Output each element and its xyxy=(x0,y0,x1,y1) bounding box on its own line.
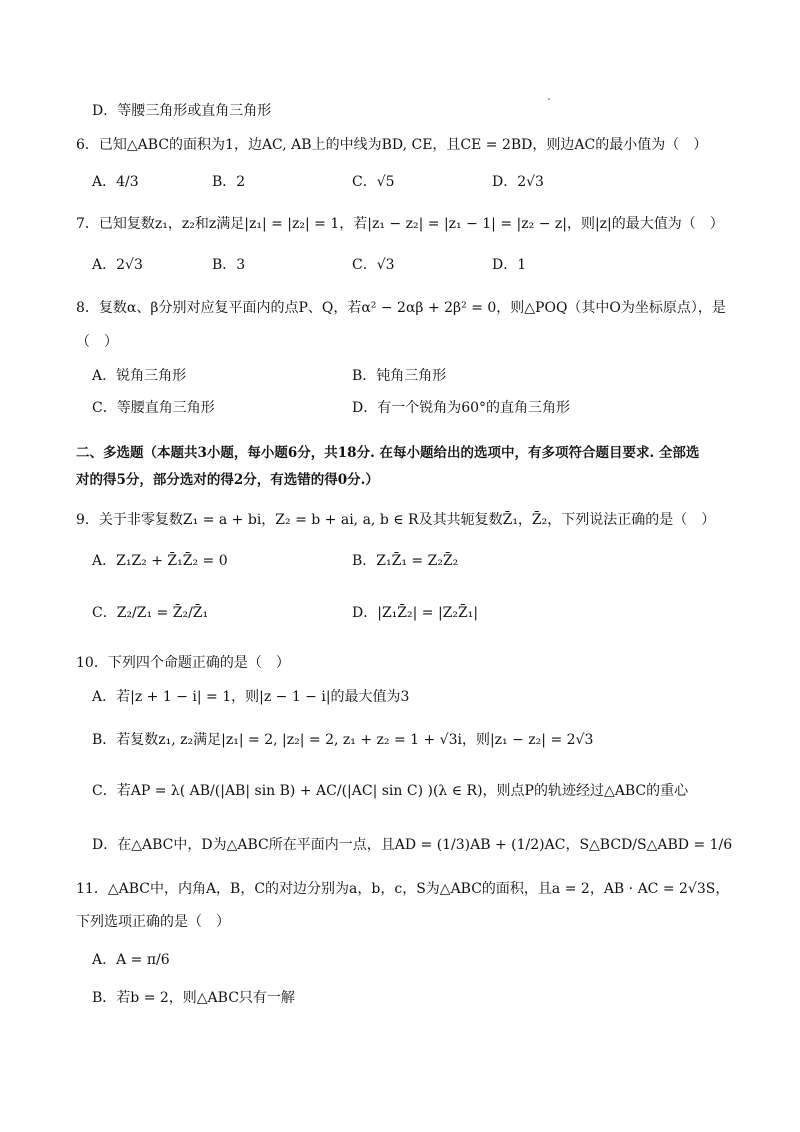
q11-option-b: B．若b = 2，则△ABC只有一解 xyxy=(92,990,295,1006)
q6-option-b: B．2 xyxy=(212,174,246,190)
q9-option-c: C．Z₂/Z₁ = Z̄₂/Z̄₁ xyxy=(92,605,209,621)
q9-option-a: A．Z₁Z₂ + Z̄₁Z̄₂ = 0 xyxy=(92,553,228,569)
section-2-heading-cont: 对的得5分，部分选对的得2分，有选错的得0分.） xyxy=(76,472,379,488)
question-11-cont: 下列选项正确的是（ ） xyxy=(76,914,230,930)
q6-option-a: A．4/3 xyxy=(92,174,139,190)
section-2-heading: 二、多选题（本题共3小题，每小题6分，共18分. 在每小题给出的选项中，有多项符合题目要求. 全部选 xyxy=(76,445,700,461)
q8-option-a: A．锐角三角形 xyxy=(92,368,187,384)
q8-option-b: B．钝角三角形 xyxy=(352,368,447,384)
q9-option-b: B．Z₁Z̄₁ = Z₂Z̄₂ xyxy=(352,553,459,569)
q6-option-c: C．√5 xyxy=(352,174,395,190)
q5-option-d: D．等腰三角形或直角三角形 xyxy=(92,103,272,119)
q10-option-d: D．在△ABC中，D为△ABC所在平面内一点，且AD = (1/3)AB + (1/2)AC，S△BCD/S△ABD = 1/6 xyxy=(92,837,733,853)
q7-option-b: B．3 xyxy=(212,257,246,273)
q10-option-a: A．若|z + 1 − i| = 1，则|z − 1 − i|的最大值为3 xyxy=(92,689,410,705)
question-9: 9．关于非零复数Z₁ = a + bi，Z₂ = b + ai, a, b ∈ R及其共轭复数Z̄₁，Z̄₂，下列说法正确的是（ ） xyxy=(76,512,716,528)
q7-option-c: C．√3 xyxy=(352,257,395,273)
q8-option-d: D．有一个锐角为60°的直角三角形 xyxy=(352,400,571,416)
question-8: 8．复数α、β分别对应复平面内的点P、Q，若α² − 2αβ + 2β² = 0，则△POQ（其中O为坐标原点），是 xyxy=(76,300,726,316)
q9-option-d: D．|Z₁Z̄₂| = |Z₂Z̄₁| xyxy=(352,605,479,621)
question-6: 6．已知△ABC的面积为1，边AC, AB上的中线为BD, CE，且CE = 2BD，则边AC的最小值为（ ） xyxy=(76,137,708,153)
question-11: 11．△ABC中，内角A，B，C的对边分别为a，b，c，S为△ABC的面积，且a = 2，AB · AC = 2√3S， xyxy=(76,881,730,897)
question-8-paren: （ ） xyxy=(76,334,118,350)
q6-option-d: D．2√3 xyxy=(492,174,544,190)
q7-option-d: D．1 xyxy=(492,257,527,273)
question-7: 7．已知复数z₁，z₂和z满足|z₁| = |z₂| = 1，若|z₁ − z₂| = |z₁ − 1| = |z₂ − z|，则|z|的最大值为（ ） xyxy=(76,216,724,232)
q8-option-c: C．等腰直角三角形 xyxy=(92,400,215,416)
q10-option-c: C．若AP = λ( AB/(|AB| sin B) + AC/(|AC| sin C) )(λ ∈ R)，则点P的轨迹经过△ABC的重心 xyxy=(92,783,689,799)
scan-speck xyxy=(548,98,550,100)
question-10: 10．下列四个命题正确的是（ ） xyxy=(76,655,290,671)
q7-option-a: A．2√3 xyxy=(92,257,143,273)
q10-option-b: B．若复数z₁, z₂满足|z₁| = 2, |z₂| = 2, z₁ + z₂ = 1 + √3i，则|z₁ − z₂| = 2√3 xyxy=(92,732,594,748)
q11-option-a: A．A = π/6 xyxy=(92,952,170,968)
